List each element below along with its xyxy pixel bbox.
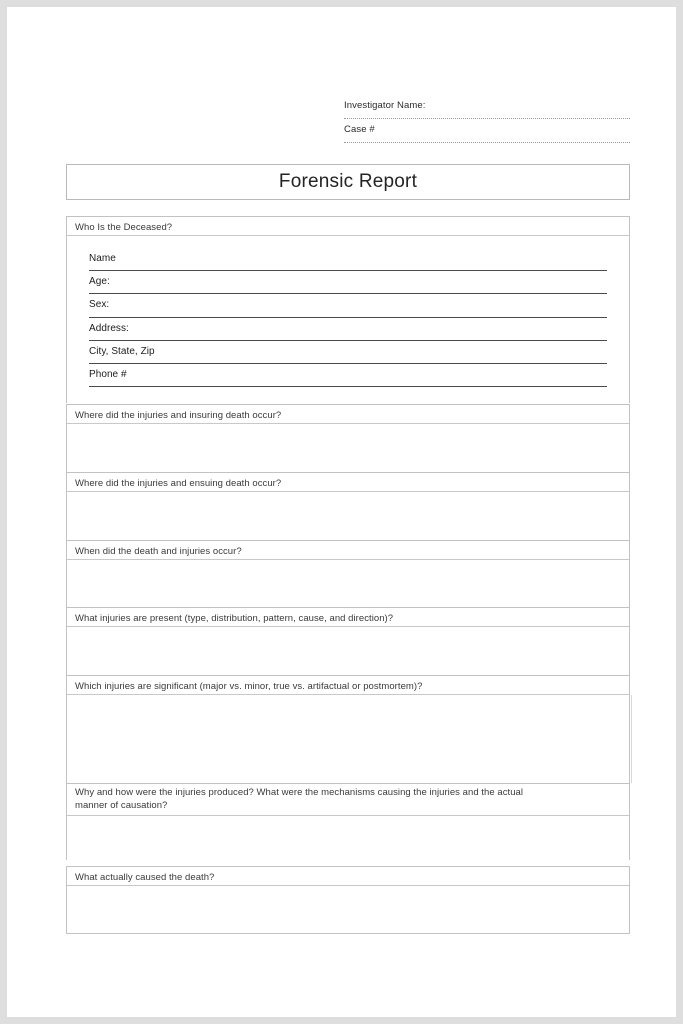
question-prompt-5 — [67, 676, 629, 695]
answer-area-2[interactable] — [67, 492, 629, 540]
page-rule-artifact — [631, 695, 632, 783]
field-label: Address: — [89, 322, 129, 334]
field-phone[interactable] — [89, 364, 607, 387]
question-prompt-6 — [67, 784, 629, 816]
field-age[interactable] — [89, 271, 607, 294]
document-header — [344, 95, 630, 143]
section-question-7 — [66, 866, 630, 934]
question-prompt-3 — [67, 541, 629, 560]
field-address[interactable] — [89, 318, 607, 341]
section-question-2 — [66, 472, 630, 540]
answer-area-6[interactable] — [67, 816, 629, 860]
question-text: Where did the injuries and ensuing death occur? — [75, 478, 282, 489]
question-prompt-1 — [67, 405, 629, 424]
report-title-box — [66, 164, 630, 200]
section-who-is-the-deceased — [66, 216, 630, 403]
investigator-name-label: Investigator Name: — [344, 100, 426, 111]
section-question-5 — [66, 675, 630, 783]
question-prompt-2 — [67, 473, 629, 492]
section-heading-deceased — [67, 217, 629, 236]
question-text: What injuries are present (type, distribution, pattern, cause, and direction)? — [75, 613, 394, 624]
question-text: Where did the injuries and insuring death occur? — [75, 410, 282, 421]
section-question-6 — [66, 783, 630, 860]
answer-area-5[interactable] — [67, 695, 629, 783]
field-label: Phone # — [89, 368, 127, 380]
section-question-1 — [66, 404, 630, 472]
case-number-label: Case # — [344, 124, 375, 135]
field-label: City, State, Zip — [89, 345, 155, 357]
question-text: When did the death and injuries occur? — [75, 546, 242, 557]
field-label: Name — [89, 253, 116, 264]
page-title: Forensic Report — [278, 171, 418, 192]
field-sex[interactable] — [89, 294, 607, 317]
answer-area-7[interactable] — [67, 886, 629, 933]
case-number-field[interactable] — [344, 119, 630, 143]
answer-area-3[interactable] — [67, 560, 629, 607]
document-page — [7, 7, 676, 1017]
answer-area-4[interactable] — [67, 627, 629, 675]
section-question-4 — [66, 607, 630, 675]
investigator-name-field[interactable] — [344, 95, 630, 119]
section-question-3 — [66, 540, 630, 607]
answer-area-1[interactable] — [67, 424, 629, 472]
field-city-state-zip[interactable] — [89, 341, 607, 364]
field-label: Sex: — [89, 299, 110, 311]
field-label: Age: — [89, 276, 110, 288]
question-text: What actually caused the death? — [75, 872, 215, 883]
field-name[interactable] — [89, 248, 607, 271]
section-heading-text: Who Is the Deceased? — [75, 222, 173, 233]
question-text: Why and how were the injuries produced? What were the mechanisms causing the injuries and the actual manner of causation? — [75, 787, 524, 811]
deceased-fields — [67, 236, 629, 403]
question-prompt-7 — [67, 867, 629, 886]
question-prompt-4 — [67, 608, 629, 627]
question-text: Which injuries are significant (major vs. minor, true vs. artifactual or postmortem)? — [75, 681, 423, 692]
